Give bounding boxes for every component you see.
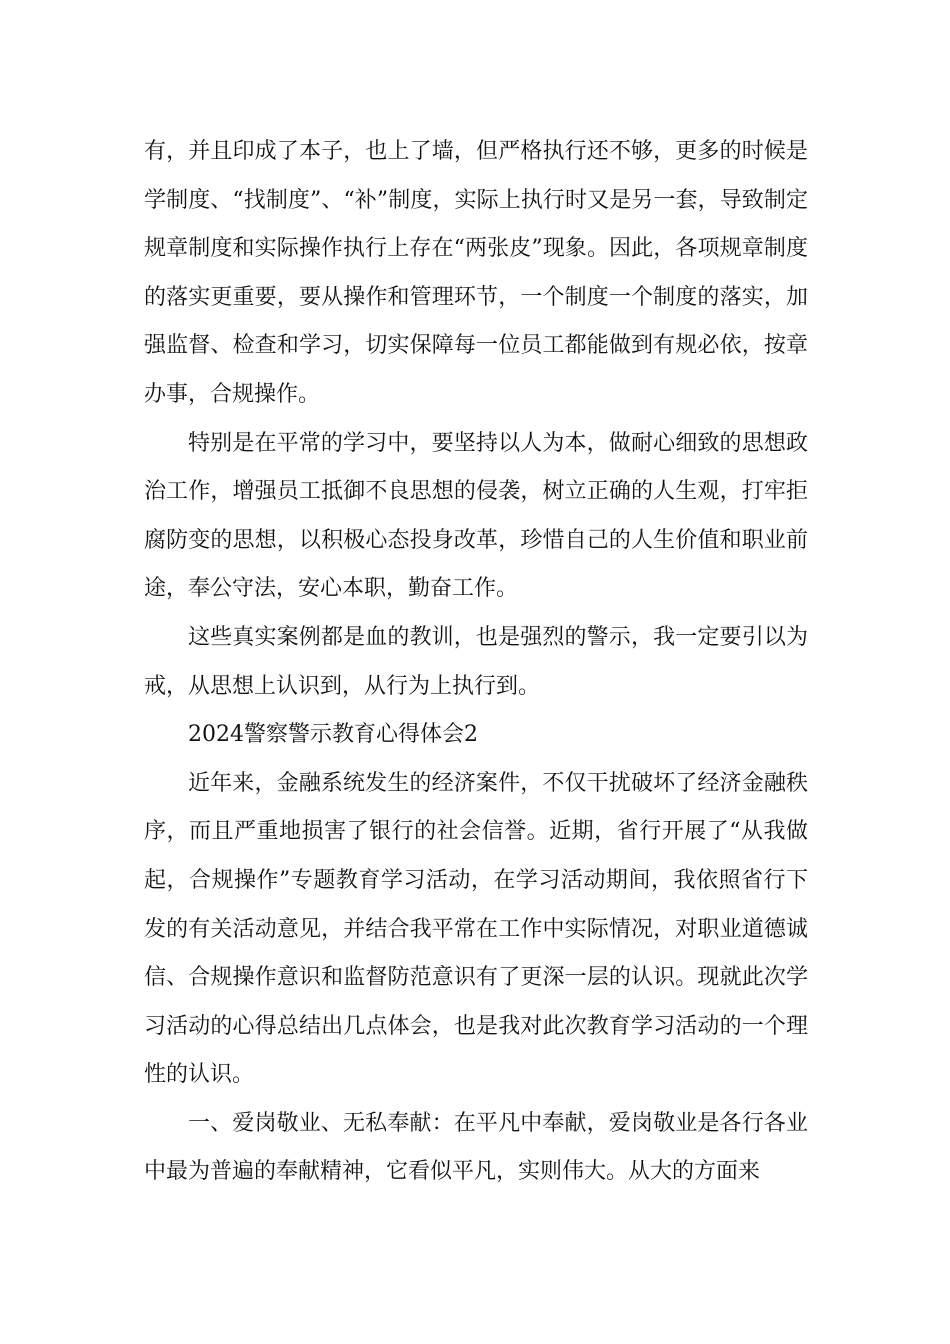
paragraph-intro: 近年来，金融系统发生的经济案件，不仅干扰破坏了经济金融秩序，而且严重地损害了银行的社会信誉。近期，省行开展了“从我做起，合规操作”专题教育学习活动，在学习活动期间，我依照省行下发的有关活动意见，并结合我平常在工作中实际情况，对职业道德诚信、合规操作意识和监督防范意识有了更深一层的认识。现就此次学习活动的心得总结出几点体会，也是我对此次教育学习活动的一个理性的认识。: [144, 770, 808, 1088]
paragraph-point-one: 一、爱岗敬业、无私奉献：在平凡中奉献，爱岗敬业是各行各业中最为普遍的奉献精神，它看似平凡，实则伟大。从大的方面来: [144, 1110, 808, 1185]
paragraph-warning: 这些真实案例都是血的教训，也是强烈的警示，我一定要引以为戒，从思想上认识到，从行为上执行到。: [144, 624, 808, 699]
paragraph-continued: 有，并且印成了本子，也上了墙，但严格执行还不够，更多的时候是学制度、“找制度”、“补”制度，实际上执行时又是另一套，导致制定规章制度和实际操作执行上存在“两张皮”现象。因此，各项规章制度的落实更重要，要从操作和管理环节，一个制度一个制度的落实，加强监督、检查和学习，切实保障每一位员工都能做到有规必依，按章办事，合规操作。: [144, 139, 808, 407]
section-heading: 2024警察警示教育心得体会2: [188, 722, 478, 748]
document-body: [144, 128, 808, 1197]
paragraph-study: 特别是在平常的学习中，要坚持以人为本，做耐心细致的思想政治工作，增强员工抵御不良思想的侵袭，树立正确的人生观，打牢拒腐防变的思想，以积极心态投身改革，珍惜自己的人生价值和职业前途，奉公守法，安心本职，勤奋工作。: [144, 430, 808, 602]
